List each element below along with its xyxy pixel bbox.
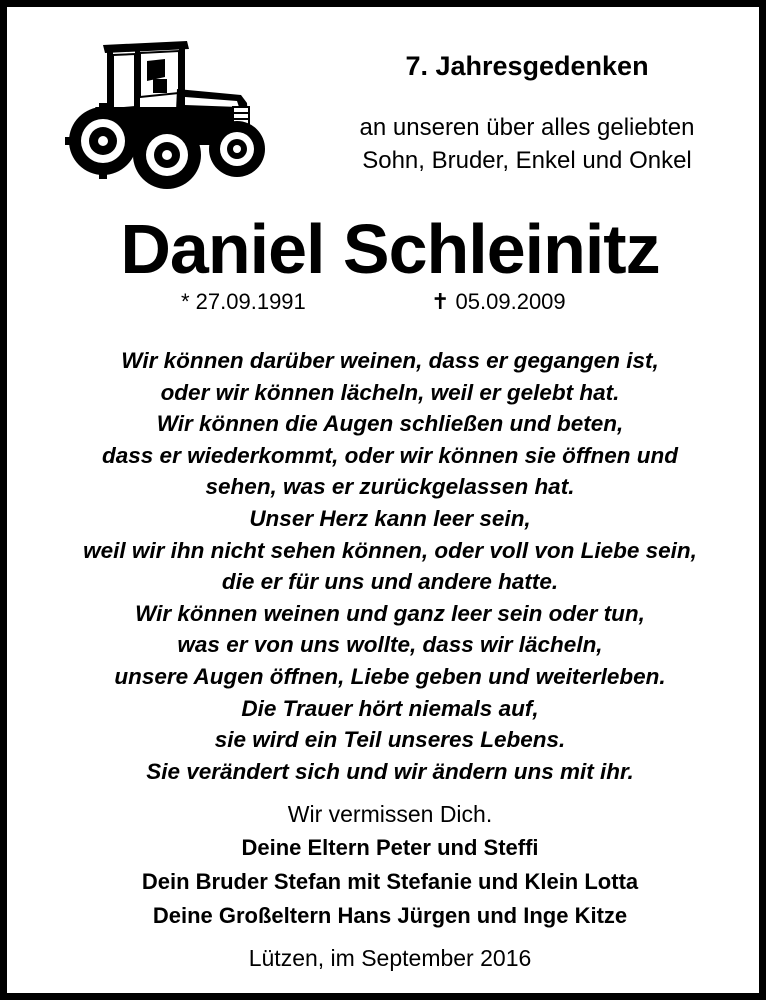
signature-line: Dein Bruder Stefan mit Stefanie und Klein Lotta <box>141 869 639 894</box>
poem-line: was er von uns wollte, dass wir lächeln, <box>177 632 603 658</box>
poem-line: Wir können die Augen schließen und beten, <box>156 411 624 437</box>
poem-line: weil wir ihn nicht sehen können, oder voll von Liebe sein, <box>83 537 697 563</box>
poem-line: Unser Herz kann leer sein, <box>249 505 531 531</box>
poem-line: Sie verändert sich und wir ändern uns mit ihr. <box>146 758 634 784</box>
memorial-poem <box>17 345 763 787</box>
deceased-name: Daniel Schleinitz <box>120 210 660 288</box>
dedication-line: Sohn, Bruder, Enkel und Onkel <box>362 147 692 174</box>
poem-line: sie wird ein Teil unseres Lebens. <box>214 727 566 753</box>
poem-line: die er für uns und andere hatte. <box>221 569 559 595</box>
poem-line: Wir können darüber weinen, dass er gegangen ist, <box>121 348 659 373</box>
closing-block <box>7 797 766 933</box>
dedication <box>307 111 747 177</box>
place-date: Lützen, im September 2016 <box>248 945 532 971</box>
poem-line: Wir können weinen und ganz leer sein oder tun, <box>135 600 645 626</box>
signature-line: Deine Eltern Peter und Steffi <box>241 835 539 860</box>
death-date: ✝ 05.09.2009 <box>431 289 566 314</box>
poem-line: Die Trauer hört niemals auf, <box>241 695 539 721</box>
poem-line: oder wir können lächeln, weil er gelebt hat. <box>160 379 620 405</box>
tractor-icon <box>65 37 275 197</box>
birth-date: * 27.09.1991 <box>181 289 306 314</box>
poem-line: unsere Augen öffnen, Liebe geben und weiterleben. <box>114 663 666 689</box>
miss-you-line: Wir vermissen Dich. <box>287 801 493 827</box>
anniversary-title: 7. Jahresgedenken <box>405 51 649 81</box>
signature-line: Deine Großeltern Hans Jürgen und Inge Kitze <box>152 903 628 928</box>
poem-line: dass er wiederkommt, oder wir können sie öffnen und <box>102 442 678 468</box>
poem-line: sehen, was er zurückgelassen hat. <box>205 474 575 500</box>
dedication-line: an unseren über alles geliebten <box>359 114 695 141</box>
